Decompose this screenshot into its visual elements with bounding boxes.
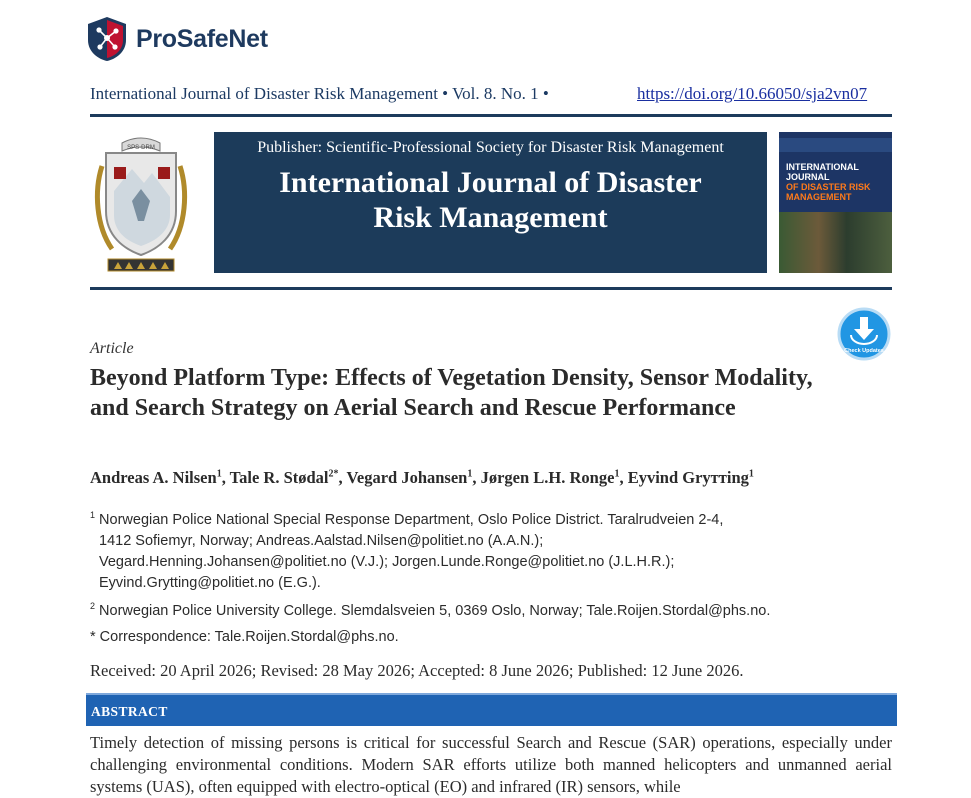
- affiliation-1-line2: 1412 Sofiemyr, Norway; Andreas.Aalstad.Nilsen@politiet.no (A.A.N.);: [99, 532, 544, 549]
- author-name: Jørgen L.H. Ronge: [480, 468, 615, 487]
- affiliation-2: [90, 596, 880, 622]
- affiliation-1-line4: Eyvind.Grytting@politiet.no (E.G.).: [99, 574, 321, 591]
- journal-citation-line: [90, 84, 890, 104]
- emblem-shield-icon: [92, 131, 190, 275]
- article-type: Article: [90, 340, 134, 357]
- doi-link[interactable]: https://doi.org/10.66050/sja2vn07: [637, 84, 868, 103]
- cover-title: [786, 162, 886, 202]
- author-sup: 1: [467, 468, 473, 480]
- check-updates-label: Check Updates: [844, 348, 884, 354]
- cover-header-strip: [779, 138, 892, 152]
- affiliation-1: [90, 505, 880, 594]
- article-title: Beyond Platform Type: Effects of Vegetation Density, Sensor Modality, and Search Strategy on Aerial Search and Rescue Performance: [90, 365, 813, 421]
- affiliation-sup: 1: [90, 510, 96, 520]
- abstract-text: Timely detection of missing persons is critical for successful Search and Rescue (SAR) operations, especially under challenging environmental conditions. Modern SAR efforts utilize both manned helicopters and unmanned aerial systems (UAS), often equipped with electro-optical (EO) and infrared (IR) sensors, while: [90, 733, 892, 796]
- cover-title-line2: OF DISASTER RISK: [786, 182, 871, 192]
- journal-title-line2: Risk Management: [373, 201, 608, 234]
- journal-citation: International Journal of Disaster Risk Management • Vol. 8. No. 1 •: [90, 84, 549, 103]
- brand-logo[interactable]: [86, 14, 276, 64]
- network-logo-icon: [86, 16, 128, 62]
- affiliation-1-line3: Vegard.Henning.Johansen@politiet.no (V.J.); Jorgen.Lunde.Ronge@politiet.no (J.L.H.R.);: [99, 553, 675, 570]
- cover-photos: [779, 212, 892, 273]
- affiliation-sup: 2: [90, 601, 96, 611]
- author-name: Eyvind Gryттing: [627, 468, 749, 487]
- cover-title-line1: INTERNATIONAL JOURNAL: [786, 162, 859, 182]
- author-list: Andreas A. Nilsen$^1$, Tale R. Stødal$^{2*}$, Vegard Johansen$^1$, Jørgen L.H. Ronge$^1$, Eyvind Gryттing$^1$: [90, 468, 754, 487]
- author-name: Tale R. Stødal: [229, 468, 329, 487]
- header-divider: [90, 287, 892, 290]
- emblem-label: SPS-DRM: [127, 145, 155, 151]
- author-name: Andreas A. Nilsen: [90, 468, 217, 487]
- affiliation-2-text: Norwegian Police University College. Slemdalsveien 5, 0369 Oslo, Norway; Tale.Roijen.Stordal@phs.no.: [99, 602, 771, 619]
- journal-title-line1: International Journal of Disaster: [279, 166, 702, 199]
- top-divider: [90, 114, 892, 117]
- affiliation-1-line1: Norwegian Police National Special Response Department, Oslo Police District. Taralrudveien 2-4,: [99, 511, 724, 528]
- author-sup: 2*: [328, 468, 339, 480]
- publisher-line: Publisher: Scientific-Professional Society for Disaster Risk Management: [257, 139, 724, 156]
- check-updates-icon[interactable]: [837, 307, 891, 361]
- cover-title-line3: MANAGEMENT: [786, 192, 852, 202]
- author-sup: 1: [614, 468, 620, 480]
- journal-banner: [214, 132, 767, 273]
- abstract-heading: ABSTRACT: [86, 693, 897, 726]
- author-name: Vegard Johansen: [346, 468, 468, 487]
- author-sup: 1: [216, 468, 222, 480]
- publication-dates: Received: 20 April 2026; Revised: 28 May 2026; Accepted: 8 June 2026; Published: 12 June 2026.: [90, 661, 744, 680]
- brand-name: ProSafeNet: [136, 24, 268, 53]
- journal-cover-image: [779, 132, 892, 273]
- author-sup: 1: [748, 468, 754, 480]
- correspondence: * Correspondence: Tale.Roijen.Stordal@phs.no.: [90, 629, 399, 645]
